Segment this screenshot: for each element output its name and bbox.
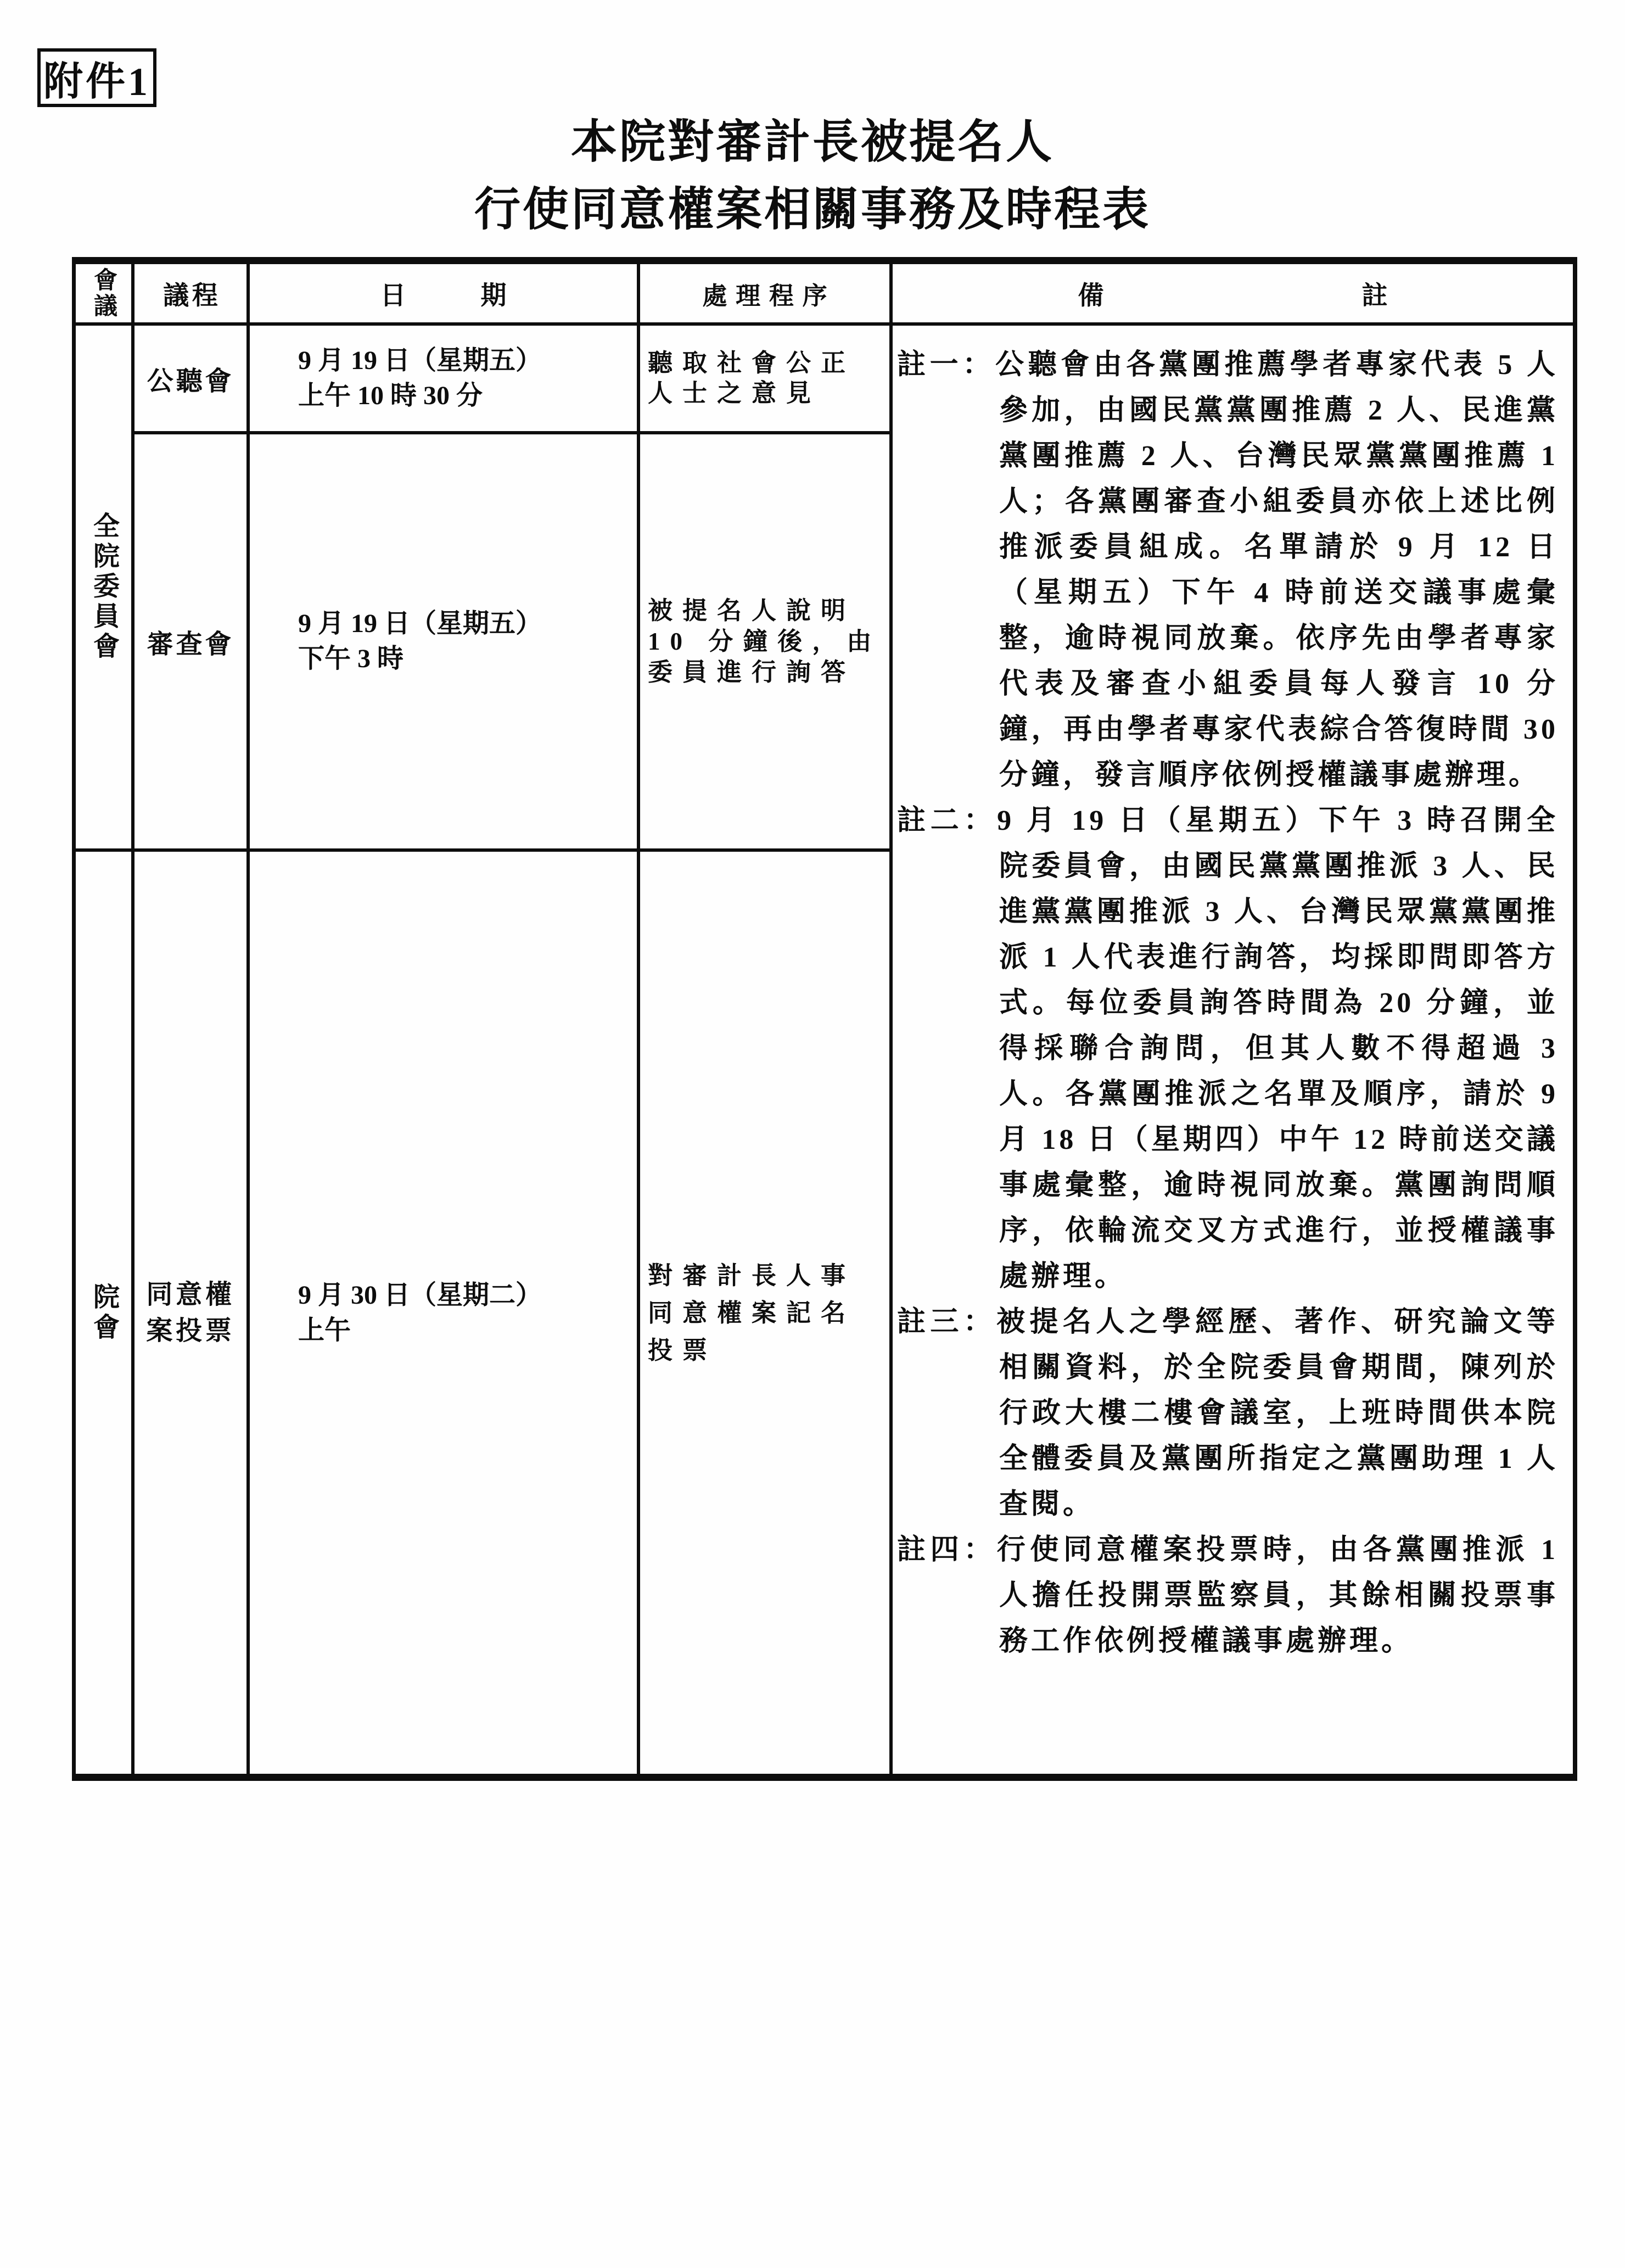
hearing-procedure-line1: 聽取社會公正 [648, 349, 856, 377]
header-cell-meeting [76, 264, 135, 326]
document-title [0, 109, 1625, 244]
hearing-date-line2: 上午 10 時 30 分 [298, 381, 483, 410]
vote-procedure-line1: 對審計長人事 [648, 1261, 856, 1289]
header-date-label-right: 期 [480, 281, 507, 310]
note-1-text: 公聽會由各黨團推薦學者專家代表 5 人參加，由國民黨黨團推薦 2 人、民進黨黨團推薦 2 人、台灣民眾黨黨團推薦 1 人；各黨團審查小組委員亦依上述比例推派委員組成。名單請於 9 月 12 日（星期五）下午 4 時前送交議事處彙整，逾時視同放棄。依序先由學者專家代表及審查小組委員每人發言 10 分鐘，再由學者專家代表綜合答復時間 30 分鐘，發言順序依例授權議事處辦理。 [995, 349, 1559, 791]
header-cell-remarks [893, 264, 1573, 326]
header-cell-procedure [640, 264, 893, 326]
vote-date-line2: 上午 [298, 1315, 351, 1345]
attachment-box [37, 48, 156, 107]
note-1-label: 註一： [897, 349, 995, 381]
vote-procedure-line3: 投票 [648, 1336, 718, 1364]
vote-procedure-line2: 同意權案記名 [648, 1299, 856, 1327]
cell-meeting-group-committee [76, 326, 135, 852]
review-date-line1: 9 月 19 日（星期五） [298, 609, 542, 638]
cell-agenda-review [135, 434, 250, 852]
vote-date-line1: 9 月 30 日（星期二） [298, 1280, 542, 1310]
header-agenda-label: 議程 [163, 281, 221, 310]
agenda-review-label: 審查會 [147, 629, 234, 659]
review-procedure-line3: 委員進行詢答 [648, 658, 856, 686]
agenda-vote-line1: 同意權 [146, 1280, 235, 1309]
header-date-label-left: 日 [380, 281, 406, 310]
header-remarks-label-left: 備 [1078, 281, 1104, 310]
hearing-date-line1: 9 月 19 日（星期五） [298, 346, 542, 375]
note-item-1 [897, 342, 1559, 798]
cell-agenda-vote [135, 852, 250, 1774]
note-2-label: 註二： [897, 805, 998, 836]
note-2-text: 9 月 19 日（星期五）下午 3 時召開全院委員會，由國民黨黨團推派 3 人、民進黨黨團推派 3 人、台灣民眾黨黨團推派 1 人代表進行詢答，均採即問即答方式。每位委員詢答時間為 20 分鐘，並得採聯合詢問，但其人數不得超過 3 人。各黨團推派之名單及順序，請於 9 月 18 日（星期四）中午 12 時前送交議事處彙整，逾時視同放棄。黨團詢問順序，依輪流交叉方式進行，並授權議事處辦理。 [997, 805, 1559, 1292]
note-item-4 [897, 1527, 1559, 1664]
header-cell-agenda [135, 264, 250, 326]
plenary-label: 院會 [89, 1282, 119, 1343]
header-cell-date [250, 264, 640, 326]
cell-date-hearing [250, 326, 640, 434]
review-date-line2: 下午 3 時 [298, 644, 404, 673]
note-item-3 [897, 1299, 1559, 1527]
cell-meeting-group-plenary [76, 852, 135, 1774]
hearing-procedure-line2: 人士之意見 [648, 379, 821, 407]
note-4-label: 註四： [897, 1534, 997, 1566]
note-item-2 [897, 798, 1559, 1299]
title-line-1: 本院對審計長被提名人 [570, 117, 1054, 168]
note-3-label: 註三： [897, 1306, 997, 1338]
agenda-vote-line2: 案投票 [146, 1316, 235, 1345]
review-procedure-line2: 10 分鐘後，由 [648, 628, 882, 655]
cell-procedure-review [640, 434, 893, 852]
cell-procedure-vote [640, 852, 893, 1774]
note-3-text: 被提名人之學經歷、著作、研究論文等相關資料，於全院委員會期間，陳列於行政大樓二樓會議室，上班時間供本院全體委員及黨團所指定之黨團助理 1 人查閱。 [996, 1306, 1559, 1520]
remarks-notes-cell [893, 326, 1573, 1774]
agenda-hearing-label: 公聽會 [147, 366, 234, 396]
cell-procedure-hearing [640, 326, 893, 434]
schedule-table [72, 257, 1577, 1781]
title-line-2: 行使同意權案相關事務及時程表 [474, 185, 1151, 236]
cell-date-vote [250, 852, 640, 1774]
review-procedure-line1: 被提名人說明 [648, 597, 856, 624]
header-remarks-label-right: 註 [1361, 281, 1388, 310]
header-meeting-label: 會議 [91, 267, 116, 320]
header-procedure-label: 處理程序 [702, 282, 836, 310]
note-4-text: 行使同意權案投票時，由各黨團推派 1 人擔任投開票監察員，其餘相關投票事務工作依例授權議事處辦理。 [996, 1534, 1559, 1657]
committee-label: 全院委員會 [89, 512, 119, 662]
cell-date-review [250, 434, 640, 852]
cell-agenda-hearing [135, 326, 250, 434]
attachment-label: 附件1 [43, 59, 150, 104]
